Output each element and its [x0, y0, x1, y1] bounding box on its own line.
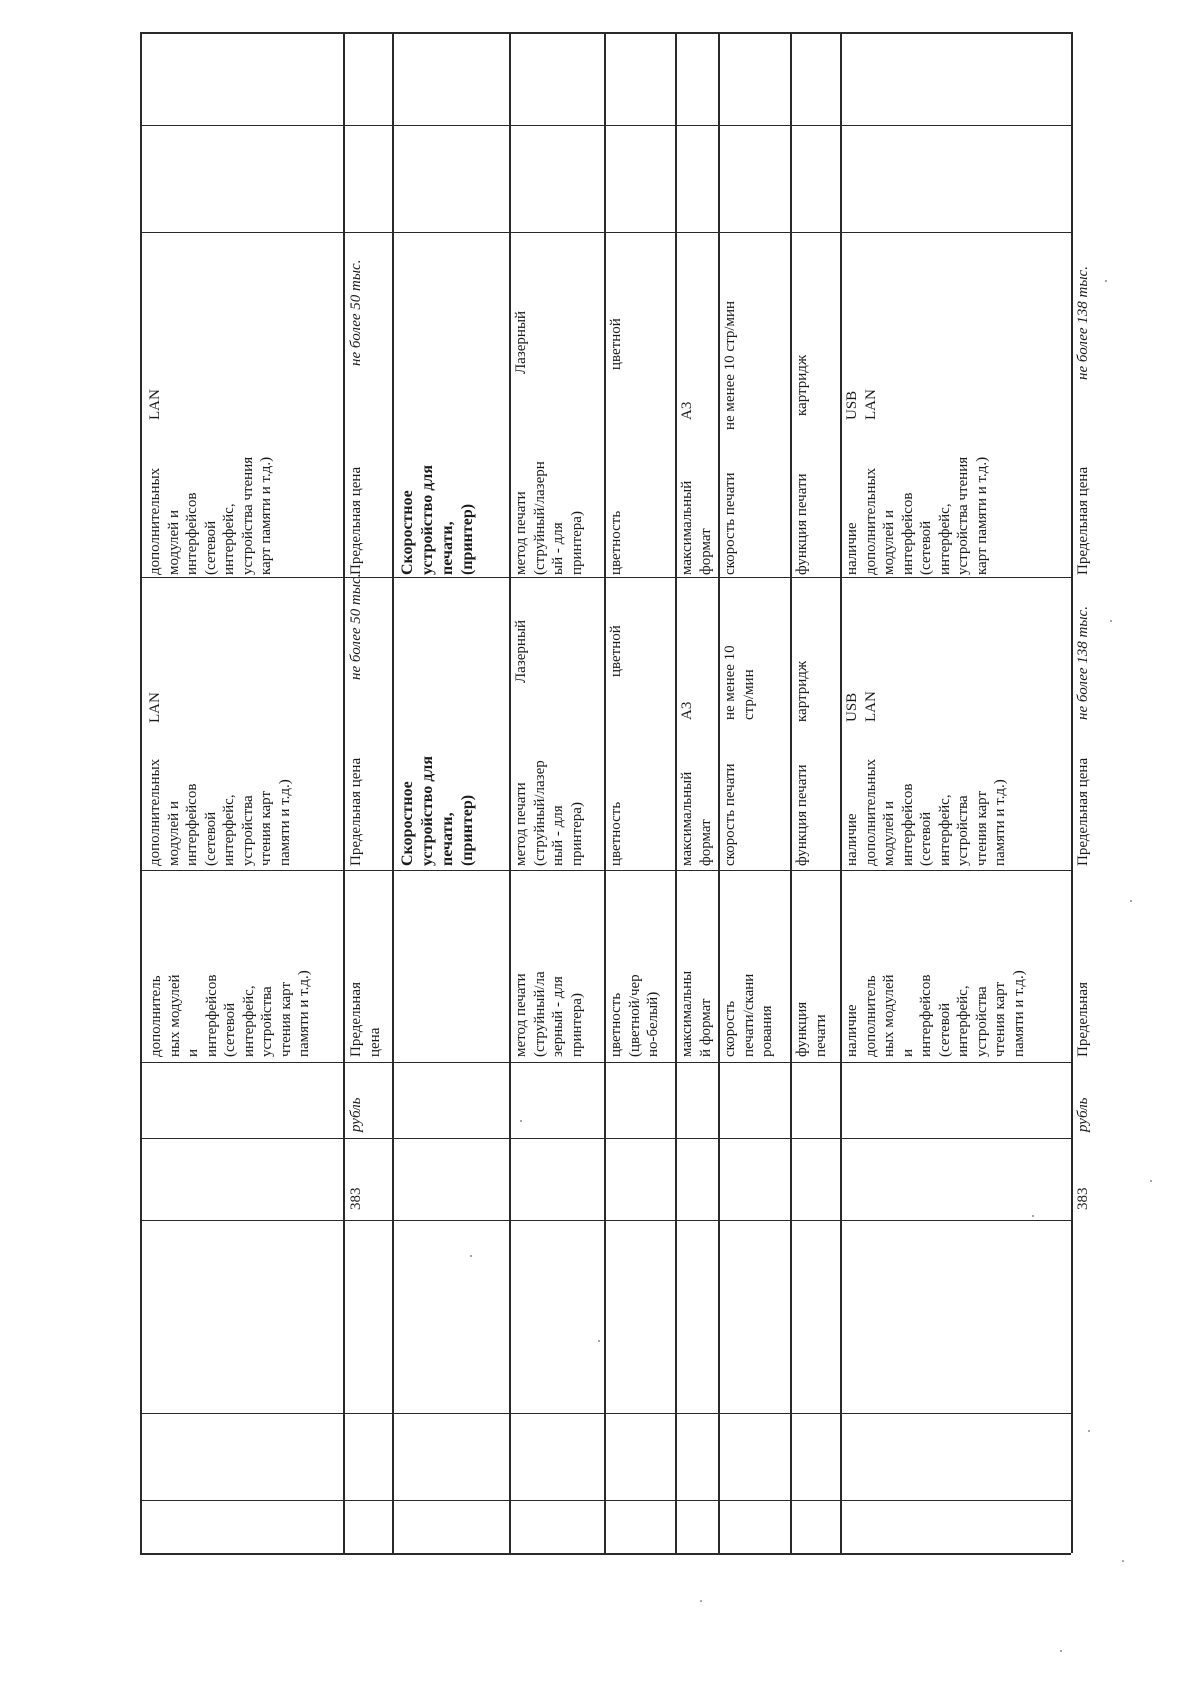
grid-line	[140, 32, 1071, 34]
scan-speck	[700, 1600, 702, 1602]
scan-speck	[598, 1340, 600, 1342]
table-cell-b1-r1-c5: LAN	[147, 389, 163, 420]
grid-line	[140, 1553, 1071, 1555]
table-cell-b2-m5-c1: функция печати	[794, 1001, 829, 1057]
table-cell-b2-m1-c5: Лазерный	[513, 310, 529, 374]
scan-speck	[520, 1120, 522, 1122]
scan-speck	[1130, 900, 1132, 902]
grid-line	[675, 32, 677, 1553]
table-cell-b2-m3-c3: А3	[679, 701, 695, 720]
grid-line	[140, 870, 1071, 871]
table-cell-b2-m6-c1: наличие дополнитель ных модулей и интерфейсов (сетевой интерфейс, устройства чтения карт памяти и т.д.)	[844, 970, 1027, 1057]
table-cell-b2-m5-c4: функция печати	[794, 473, 810, 575]
table-cell-b2-m2-c2: цветность	[608, 801, 624, 866]
table-cell-b1-r2-c4: Предельная цена	[348, 466, 364, 575]
table-cell-b2-m1-c1: метод печати (струйный/ла зерный - для принтера)	[513, 971, 585, 1057]
scan-speck	[1032, 1215, 1034, 1217]
table-cell-b2-m2-c4: цветность	[608, 510, 624, 575]
table-cell-b1-r2-unit: рубль	[348, 1097, 364, 1132]
table-cell-b2-m5-c5: картридж	[794, 354, 810, 416]
scan-speck	[470, 1255, 472, 1257]
table-cell-b2-title-b: Скоростное устройство для печати, (принтер)	[399, 465, 476, 575]
grid-line	[140, 1220, 1071, 1221]
table-cell-b2-p-c5: не более 138 тыс.	[1075, 266, 1091, 380]
grid-line	[1071, 32, 1073, 1553]
scan-speck	[1110, 620, 1112, 622]
table-cell-b2-p-c4: Предельная цена	[1075, 466, 1091, 575]
table-cell-b2-p-c3: не более 138 тыс.	[1075, 606, 1091, 720]
table-cell-b1-r1-c1: дополнитель ных модулей и интерфейсов (сетевой интерфейс, устройства чтения карт памяти и т.д.)	[148, 970, 312, 1057]
grid-line	[140, 232, 1071, 233]
grid-line	[140, 1413, 1071, 1414]
table-cell-b2-p-c1: Предельная	[1075, 982, 1091, 1057]
table-cell-b2-m6-c2: наличие дополнительных модулей и интерфейсов (сетевой интерфейс, устройства чтения карт памяти и т.д.)	[844, 758, 1008, 866]
table-cell-b2-m3-c4: максимальный формат	[679, 480, 714, 575]
grid-line	[840, 32, 842, 1553]
grid-line	[140, 32, 142, 1553]
table-cell-b2-p-unit: рубль	[1075, 1097, 1091, 1132]
grid-line	[140, 1062, 1071, 1063]
grid-line	[790, 32, 792, 1553]
table-cell-b1-r2-c1: Предельная цена	[348, 982, 383, 1057]
table-cell-b1-r1-c4: дополнительных модулей и интерфейсов (сетевой интерфейс, устройства чтения карт памяти и т.д.)	[147, 456, 274, 575]
grid-line	[343, 1138, 344, 1220]
table-cell-b2-m2-c3: цветной	[608, 625, 624, 677]
table-cell-b2-m4-c1: скорость печати/скани рования	[722, 973, 775, 1057]
grid-line	[140, 577, 1071, 578]
scan-speck	[1122, 1560, 1124, 1562]
table-cell-b2-m2-c1: цветность (цветной/чер но-белый)	[608, 974, 661, 1057]
table-cell-b2-p-num: 383	[1075, 1187, 1091, 1210]
table-cell-b2-m1-c4: метод печати (струйный/лазерн ый - для принтера)	[513, 461, 585, 575]
grid-line	[140, 1138, 1071, 1139]
table-cell-b2-m3-c2: максимальный формат	[679, 771, 714, 866]
table-cell-b2-m4-c2: скорость печати	[722, 763, 738, 866]
scan-speck	[1150, 1180, 1152, 1182]
grid-line	[509, 32, 511, 1553]
grid-line	[140, 1500, 1071, 1501]
scan-speck	[1105, 280, 1107, 282]
table-cell-b2-m3-c5: А3	[679, 401, 695, 420]
table-cell-b1-r2-c5: не более 50 тыс.	[348, 259, 364, 366]
table-cell-b2-m1-c2: метод печати (струйный/лазер ный - для принтера)	[513, 760, 585, 866]
table-cell-b2-m6-c4: наличие дополнительных модулей и интерфейсов (сетевой интерфейс, устройства чтения карт памяти и т.д.)	[844, 456, 990, 575]
table-cell-b1-r1-c2: дополнительных модулей и интерфейсов (сетевой интерфейс, устройства чтения карт памяти и т.д.)	[147, 758, 293, 866]
grid-line	[392, 32, 394, 1553]
table-cell-b1-r2-c2: Предельная цена	[348, 757, 364, 866]
table-cell-b2-title-a: Скоростное устройство для печати, (принтер)	[399, 756, 476, 866]
table-cell-b2-m4-c5: не менее 10 стр/мин	[722, 300, 738, 430]
grid-line	[140, 125, 1071, 126]
table-cell-b2-m4-c4: скорость печати	[722, 472, 738, 575]
grid-line	[343, 32, 345, 1553]
table-cell-b2-p-c2: Предельная цена	[1075, 757, 1091, 866]
scan-speck	[1060, 1650, 1062, 1652]
table-cell-b1-r1-c3: LAN	[147, 692, 163, 723]
table-cell-b2-m1-c3: Лазерный	[513, 619, 529, 683]
table-cell-b2-m5-c2: функция печати	[794, 764, 810, 866]
grid-line	[604, 32, 606, 1553]
table-cell-b1-r2-c3: не более 50 тыс.	[348, 573, 364, 680]
table-cell-b2-m6-c5: USB LAN	[844, 389, 879, 420]
table-cell-b2-m5-c3: картридж	[794, 660, 810, 722]
scan-speck	[1088, 1430, 1090, 1432]
table-cell-b2-m4-c3: не менее 10 стр/мин	[722, 645, 757, 720]
table-cell-b2-m6-c3: USB LAN	[844, 691, 879, 722]
grid-line	[718, 32, 720, 1553]
table-cell-b2-m2-c5: цветной	[608, 318, 624, 370]
table-cell-b1-r2-num: 383	[348, 1187, 364, 1210]
table-cell-b2-m3-c1: максимальны й формат	[679, 970, 714, 1057]
